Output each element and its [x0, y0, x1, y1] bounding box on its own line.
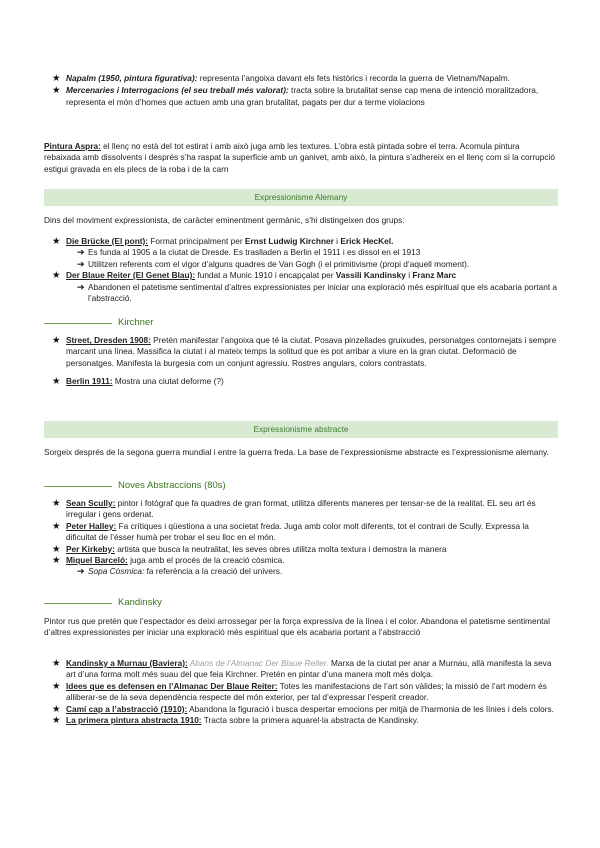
item-title: Camí cap a l’abstracció (1910): [66, 703, 188, 714]
paragraph: Pintor rus que pretén que l’espectador es deixi arrossegar per la força expressiva de la línea i el color. Abandona el patetisme sentimental d’altres expressionistes per iniciar una exploració més espiritual que els acabaria portant a l’abstracció [44, 616, 550, 638]
list-item [44, 555, 558, 566]
item-title: Berlin 1911: [66, 376, 113, 387]
list-item [44, 85, 558, 108]
sub-item [44, 566, 558, 577]
item-text: tracta sobre la brutalitat sense cap mena de intenció moralitzadora, representa el món d’homes que actuen amb una gran brutalitat, pagats per dur a terme violacions [66, 85, 539, 107]
item-title: Mercenaries i Interrogacions (el seu treball més valorat): [66, 85, 289, 96]
list-item [44, 335, 558, 369]
star-bullet-icon: ★ [52, 270, 61, 282]
subsection-heading [44, 596, 558, 609]
star-bullet-icon: ★ [52, 498, 61, 509]
item-title: Miquel Barceló: [66, 555, 128, 566]
artist-name: Erick HecKel. [340, 236, 394, 246]
artwork-note: Abans de l’Almanac Der Blaue Reiter. [187, 658, 329, 668]
star-bullet-icon: ★ [52, 335, 61, 346]
item-text: Totes les manifestacions de l’art són vàlides; la missió de l’art modern és alliberar-se de la seva dependència respecte del món exterior, per tal d’expressar l’esperit creador. [66, 680, 547, 703]
item-text: Pretén manifestar l’angoixa que té la ciutat. Posava pinzellades gruixudes, personatges contornejats i sempre marcant una línea. Massifica la ciutat i al mateix temps la solitud que es pot arribar a viure en la gran ciutat. Deformació de personatges. Manifesta la burgesia com un conjunt agressiu. Rostres angulars, colors contrastats. [66, 335, 557, 368]
star-bullet-icon: ★ [52, 85, 61, 97]
artist-name: Vassili Kandinsky [335, 270, 406, 281]
star-bullet-icon: ★ [52, 376, 61, 388]
item-title: La primera pintura abstracta 1910: [66, 715, 202, 726]
arrow-bullet-icon: ➔ [77, 281, 85, 292]
list-item [44, 715, 558, 726]
item-title: Die Brücke (El pont): [66, 236, 149, 246]
star-bullet-icon: ★ [52, 715, 61, 727]
star-bullet-icon: ★ [52, 520, 61, 532]
list-item [44, 73, 558, 84]
heading-title: Noves Abstraccions (80s) [118, 480, 226, 491]
kirchner-list [44, 335, 558, 388]
star-bullet-icon: ★ [52, 555, 61, 567]
item-title: Sean Scully: [66, 498, 116, 508]
item-title: Kandinsky a Murnau (Baviera): [66, 658, 188, 668]
item-text: pintor i fotògraf que fa quadres de gran format, utilitza diferents maneres per tensar-se de la realitat. EL seu art és irregular i gens ordenat. [66, 498, 536, 520]
star-bullet-icon: ★ [52, 543, 61, 555]
artist-name: Franz Marc [412, 270, 457, 281]
sub-item [44, 282, 558, 305]
item-title: Pintura Aspra: [44, 141, 101, 151]
item-title: Peter Halley: [66, 520, 117, 531]
top-list [44, 73, 558, 108]
star-bullet-icon: ★ [52, 73, 61, 84]
heading-title: Kandinsky [118, 597, 162, 608]
heading-rule [44, 323, 112, 324]
item-title: Napalm (1950, pintura figurativa): [66, 73, 198, 83]
item-text: fundat a Munic 1910 i encapçalat per [195, 270, 336, 281]
item-text: Mostra una ciutat deforme (?) [112, 376, 224, 387]
list-item [44, 498, 558, 521]
sub-item-text: fa referència a la creació del univers. [144, 566, 283, 577]
subsection-heading [44, 479, 558, 492]
item-title: Street, Dresden 1908: [66, 335, 151, 345]
list-item [44, 704, 558, 715]
sub-item-text: Es funda al 1905 a la ciutat de Dresde. Es traslladen a Berlin el 1911 i es dissol en el 1913 [88, 247, 421, 258]
heading-title: Kirchner [118, 317, 154, 328]
paragraph [44, 141, 558, 175]
list-item [44, 270, 558, 281]
arrow-bullet-icon: ➔ [77, 247, 85, 258]
artwork-title: Sopa Còsmica: [88, 566, 145, 577]
item-text: juga amb el procés de la creació còsmica. [127, 555, 285, 566]
item-text: i [333, 236, 341, 246]
item-text: Tracta sobre la primera aquarel·la abstracta de Kandinsky. [201, 715, 419, 726]
list-item [44, 521, 558, 544]
item-title: Per Kirkeby: [66, 543, 115, 554]
list-item [44, 376, 558, 387]
heading-rule [44, 603, 112, 604]
list-item [44, 681, 558, 704]
item-text: Abandona la figuració i busca despertar emocions per mitjà de l’harmonia de les línies i dels colors. [187, 703, 554, 714]
kandinsky-list [44, 658, 558, 726]
item-text: Fa crítiques i qüestiona a una societat freda. Juga amb color molt diferents, tot el contrari de Scully. Expressa la dificultat de l’ésser humà per trobar el seu lloc en el món. [66, 520, 529, 543]
groups-list [44, 236, 558, 304]
star-bullet-icon: ★ [52, 680, 61, 692]
item-text: artista que busca la neutralitat, les seves obres utilitza molta textura i demostra la manera [114, 543, 447, 554]
item-text: Marxa de la ciutat per anar a Murnau, allà manifesta la seva art d’una forma molt més suau del que feia Kirchner. Pretén en pintar d’una manera molt més dolça. [66, 658, 552, 680]
sub-item [44, 247, 558, 258]
sub-item-text: Abandonen el patetisme sentimental d’altres expressionistes per iniciar una exploració més espiritual que els acabaria portant a l’abstracció. [88, 281, 558, 304]
star-bullet-icon: ★ [52, 703, 61, 715]
heading-rule [44, 486, 112, 487]
paragraph: Sorgeix després de la segona guerra mundial i entre la guerra freda. La base de l’expressionisme abstracte es l’expressionisme alemany. [44, 447, 549, 457]
list-item [44, 544, 558, 555]
star-bullet-icon: ★ [52, 236, 61, 247]
section-banner: Expressionisme abstracte [44, 421, 558, 438]
arrow-bullet-icon: ➔ [77, 258, 85, 269]
list-item [44, 236, 558, 247]
section-banner: Expressionisme Alemany [44, 189, 558, 206]
item-text: Format principalment per [148, 236, 245, 246]
noves-list [44, 498, 558, 578]
item-title: Der Blaue Reiter (El Genet Blau): [66, 270, 196, 281]
arrow-bullet-icon: ➔ [77, 566, 85, 577]
item-text: i [405, 270, 413, 281]
item-title: Idees que es defensen en l’Almanac Der Blaue Reiter: [66, 680, 278, 691]
paragraph: Dins del moviment expressionista, de caràcter eminentment germànic, s’hi distingeixen dos grups: [44, 215, 405, 225]
subsection-heading [44, 316, 558, 329]
item-text: representa l’angoixa davant els fets històrics i recorda la guerra de Vietnam/Napalm. [197, 73, 510, 83]
sub-item-text: Utilitzen referents com el vigor d’alguns quadres de Van Gogh (i el primitivisme (propi d’aquell moment). [88, 258, 470, 269]
star-bullet-icon: ★ [52, 658, 61, 669]
sub-item [44, 259, 558, 270]
item-text: el llenç no està del tot estirat i amb això juga amb les textures. L’obra està pintada sobre el terra. Acomula pintura rebaixada amb dissolvents i després s’ha raspat la superficie amb un ganivet, amb això, la pintura s’adhereix en el llenç com si la corrupció estigui gravada en els plecs de la roba i de la carn [44, 141, 555, 174]
artist-name: Ernst Ludwig Kirchner [244, 236, 334, 246]
list-item [44, 658, 558, 681]
